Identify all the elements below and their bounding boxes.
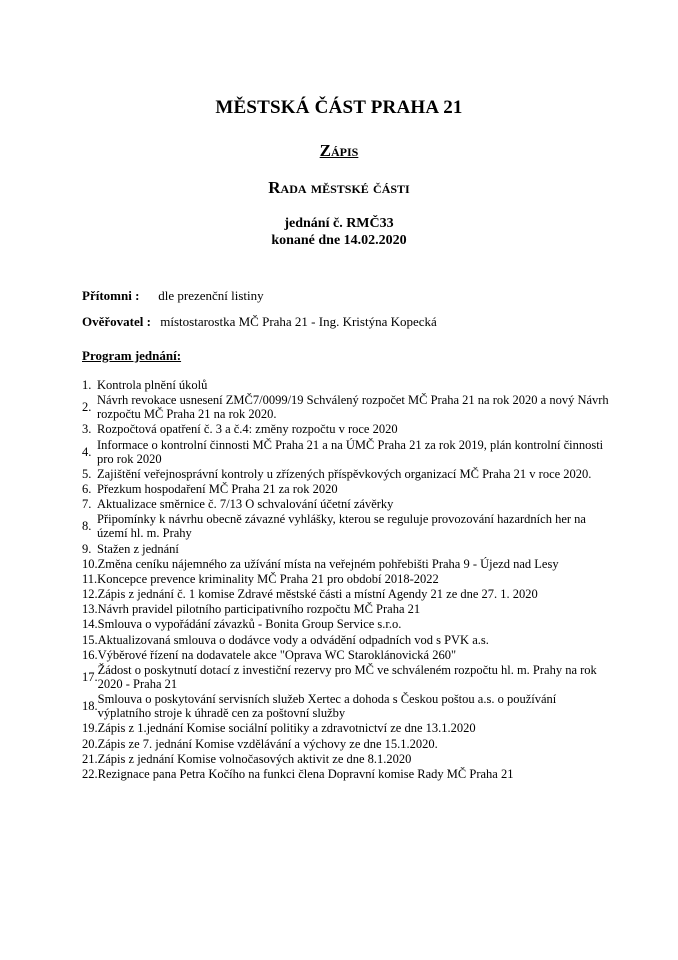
agenda-item [82,497,612,511]
agenda-item [82,663,612,691]
agenda-item-number: 15. [82,632,98,647]
meeting-date: konané dne 14.02.2020 [271,233,407,248]
agenda-item-number: 4. [82,444,92,459]
agenda-item-text: Kontrola plnění úkolů [97,378,208,392]
agenda-item-number: 9. [82,541,92,556]
agenda-item [82,633,612,647]
agenda-item [82,692,612,720]
agenda-item-text: Přezkum hospodaření MČ Praha 21 za rok 2020 [97,481,338,496]
agenda-item-text: Zápis z jednání Komise volnočasových aktivit ze dne 8.1.2020 [97,751,412,766]
verifier-row [82,314,437,330]
agenda-item-text: Aktualizovaná smlouva o dodávce vody a odvádění odpadních vod s PVK a.s. [97,632,489,647]
agenda-item-text: Zápis z jednání č. 1 komise Zdravé městské části a místní Agendy 21 ze dne 27. 1. 2020 [97,587,538,602]
agenda-item-text: Žádost o poskytnutí dotací z investiční rezervy pro MČ ve schváleném rozpočtu hl. m. Prahy na rok 2020 - Praha 21 [97,663,597,691]
agenda-item-number: 19. [82,721,98,736]
agenda-item-number: 6. [82,481,92,496]
agenda-item [82,648,612,662]
agenda-item [82,393,612,421]
agenda-item-number: 3. [82,422,92,437]
agenda-item [82,602,612,616]
meeting-info [0,215,678,249]
agenda-item [82,512,612,540]
program-heading: Program jednání: [82,348,182,363]
agenda-item [82,587,612,601]
agenda-item [82,721,612,735]
agenda-item-number: 7. [82,497,92,512]
agenda-item [82,572,612,586]
document-type: Zápis [319,141,359,160]
agenda-item-number: 20. [82,736,98,751]
agenda-item [82,737,612,751]
agenda-item-text: Aktualizace směrnice č. 7/13 O schvalování účetní závěrky [97,497,394,512]
agenda-item-text: Připomínky k návrhu obecně závazné vyhlášky, kterou se reguluje provozování hazardních her na území hl. m. Prahy [97,512,586,541]
agenda-item-text: Rezignace pana Petra Kočího na funkci člena Dopravní komise Rady MČ Praha 21 [97,766,514,781]
present-label: Přítomni : [82,288,140,303]
agenda-list [82,378,612,782]
agenda-item-text: Zajištění veřejnosprávní kontroly u zřízených příspěvkových organizací MČ Praha 21 v roce 2020. [97,466,592,481]
agenda-item-text: Změna ceníku nájemného za užívání místa na veřejném pohřebišti Praha 9 - Újezd nad Lesy [97,556,559,571]
agenda-item-text: Výběrové řízení na dodavatele akce "Oprava WC Staroklánovická 260" [97,647,457,662]
agenda-item [82,378,612,392]
agenda-item-text: Zápis ze 7. jednání Komise vzdělávání a výchovy ze dne 15.1.2020. [97,736,438,751]
agenda-item-text: Informace o kontrolní činnosti MČ Praha 21 a na ÚMČ Praha 21 za rok 2019, plán kontrolní činnosti pro rok 2020 [97,437,604,466]
agenda-item-text: Zápis z 1.jednání Komise sociální politiky a zdravotnictví ze dne 13.1.2020 [97,721,476,736]
agenda-item-number: 17. [82,670,98,684]
agenda-item-text: Koncepce prevence kriminality MČ Praha 21 pro období 2018-2022 [97,571,439,586]
agenda-item-number: 21. [82,751,98,766]
agenda-item-number: 5. [82,466,92,481]
agenda-item [82,422,612,436]
council-name: Rada městské části [268,178,410,197]
agenda-item-text: Smlouva o vypořádání závazků - Bonita Group Service s.r.o. [97,617,402,632]
agenda-item-number: 13. [82,602,98,617]
agenda-item-number: 12. [82,587,98,602]
agenda-item-text: Návrh pravidel pilotního participativního rozpočtu MČ Praha 21 [97,602,421,617]
agenda-item [82,542,612,556]
agenda-item [82,438,612,466]
agenda-item-text: Stažen z jednání [97,541,179,556]
agenda-item-text: Rozpočtová opatření č. 3 a č.4: změny rozpočtu v roce 2020 [97,422,398,437]
agenda-item-number: 22. [82,766,98,781]
present-value: dle prezenční listiny [158,288,264,303]
verifier-label: Ověřovatel : [82,314,151,329]
agenda-item-number: 16. [82,647,98,662]
attendance-row [82,288,264,304]
meeting-number: jednání č. RMČ33 [284,216,394,231]
agenda-item-number: 14. [82,617,98,632]
municipality-title: MĚSTSKÁ ČÁST PRAHA 21 [215,97,463,118]
agenda-item [82,617,612,631]
agenda-item-text: Smlouva o poskytování servisních služeb Xertec a dohoda s Českou poštou a.s. o používání výplatního stroje k úhradě cen za poštovní služby [97,692,557,721]
agenda-item-number: 18. [82,699,98,714]
agenda-item [82,557,612,571]
agenda-item-number: 11. [82,571,98,586]
agenda-item [82,767,612,781]
verifier-value: místostarostka MČ Praha 21 - Ing. Kristýna Kopecká [160,314,437,329]
agenda-item [82,752,612,766]
agenda-item-number: 1. [82,378,92,392]
agenda-item-number: 8. [82,519,92,534]
agenda-item [82,467,612,481]
agenda-item-text: Návrh revokace usnesení ZMČ7/0099/19 Schválený rozpočet MČ Praha 21 na rok 2020 a nový Návrh rozpočtu MČ Praha 21 na rok 2020. [97,393,609,422]
agenda-item [82,482,612,496]
agenda-item-number: 2. [82,400,92,415]
agenda-item-number: 10. [82,556,98,571]
